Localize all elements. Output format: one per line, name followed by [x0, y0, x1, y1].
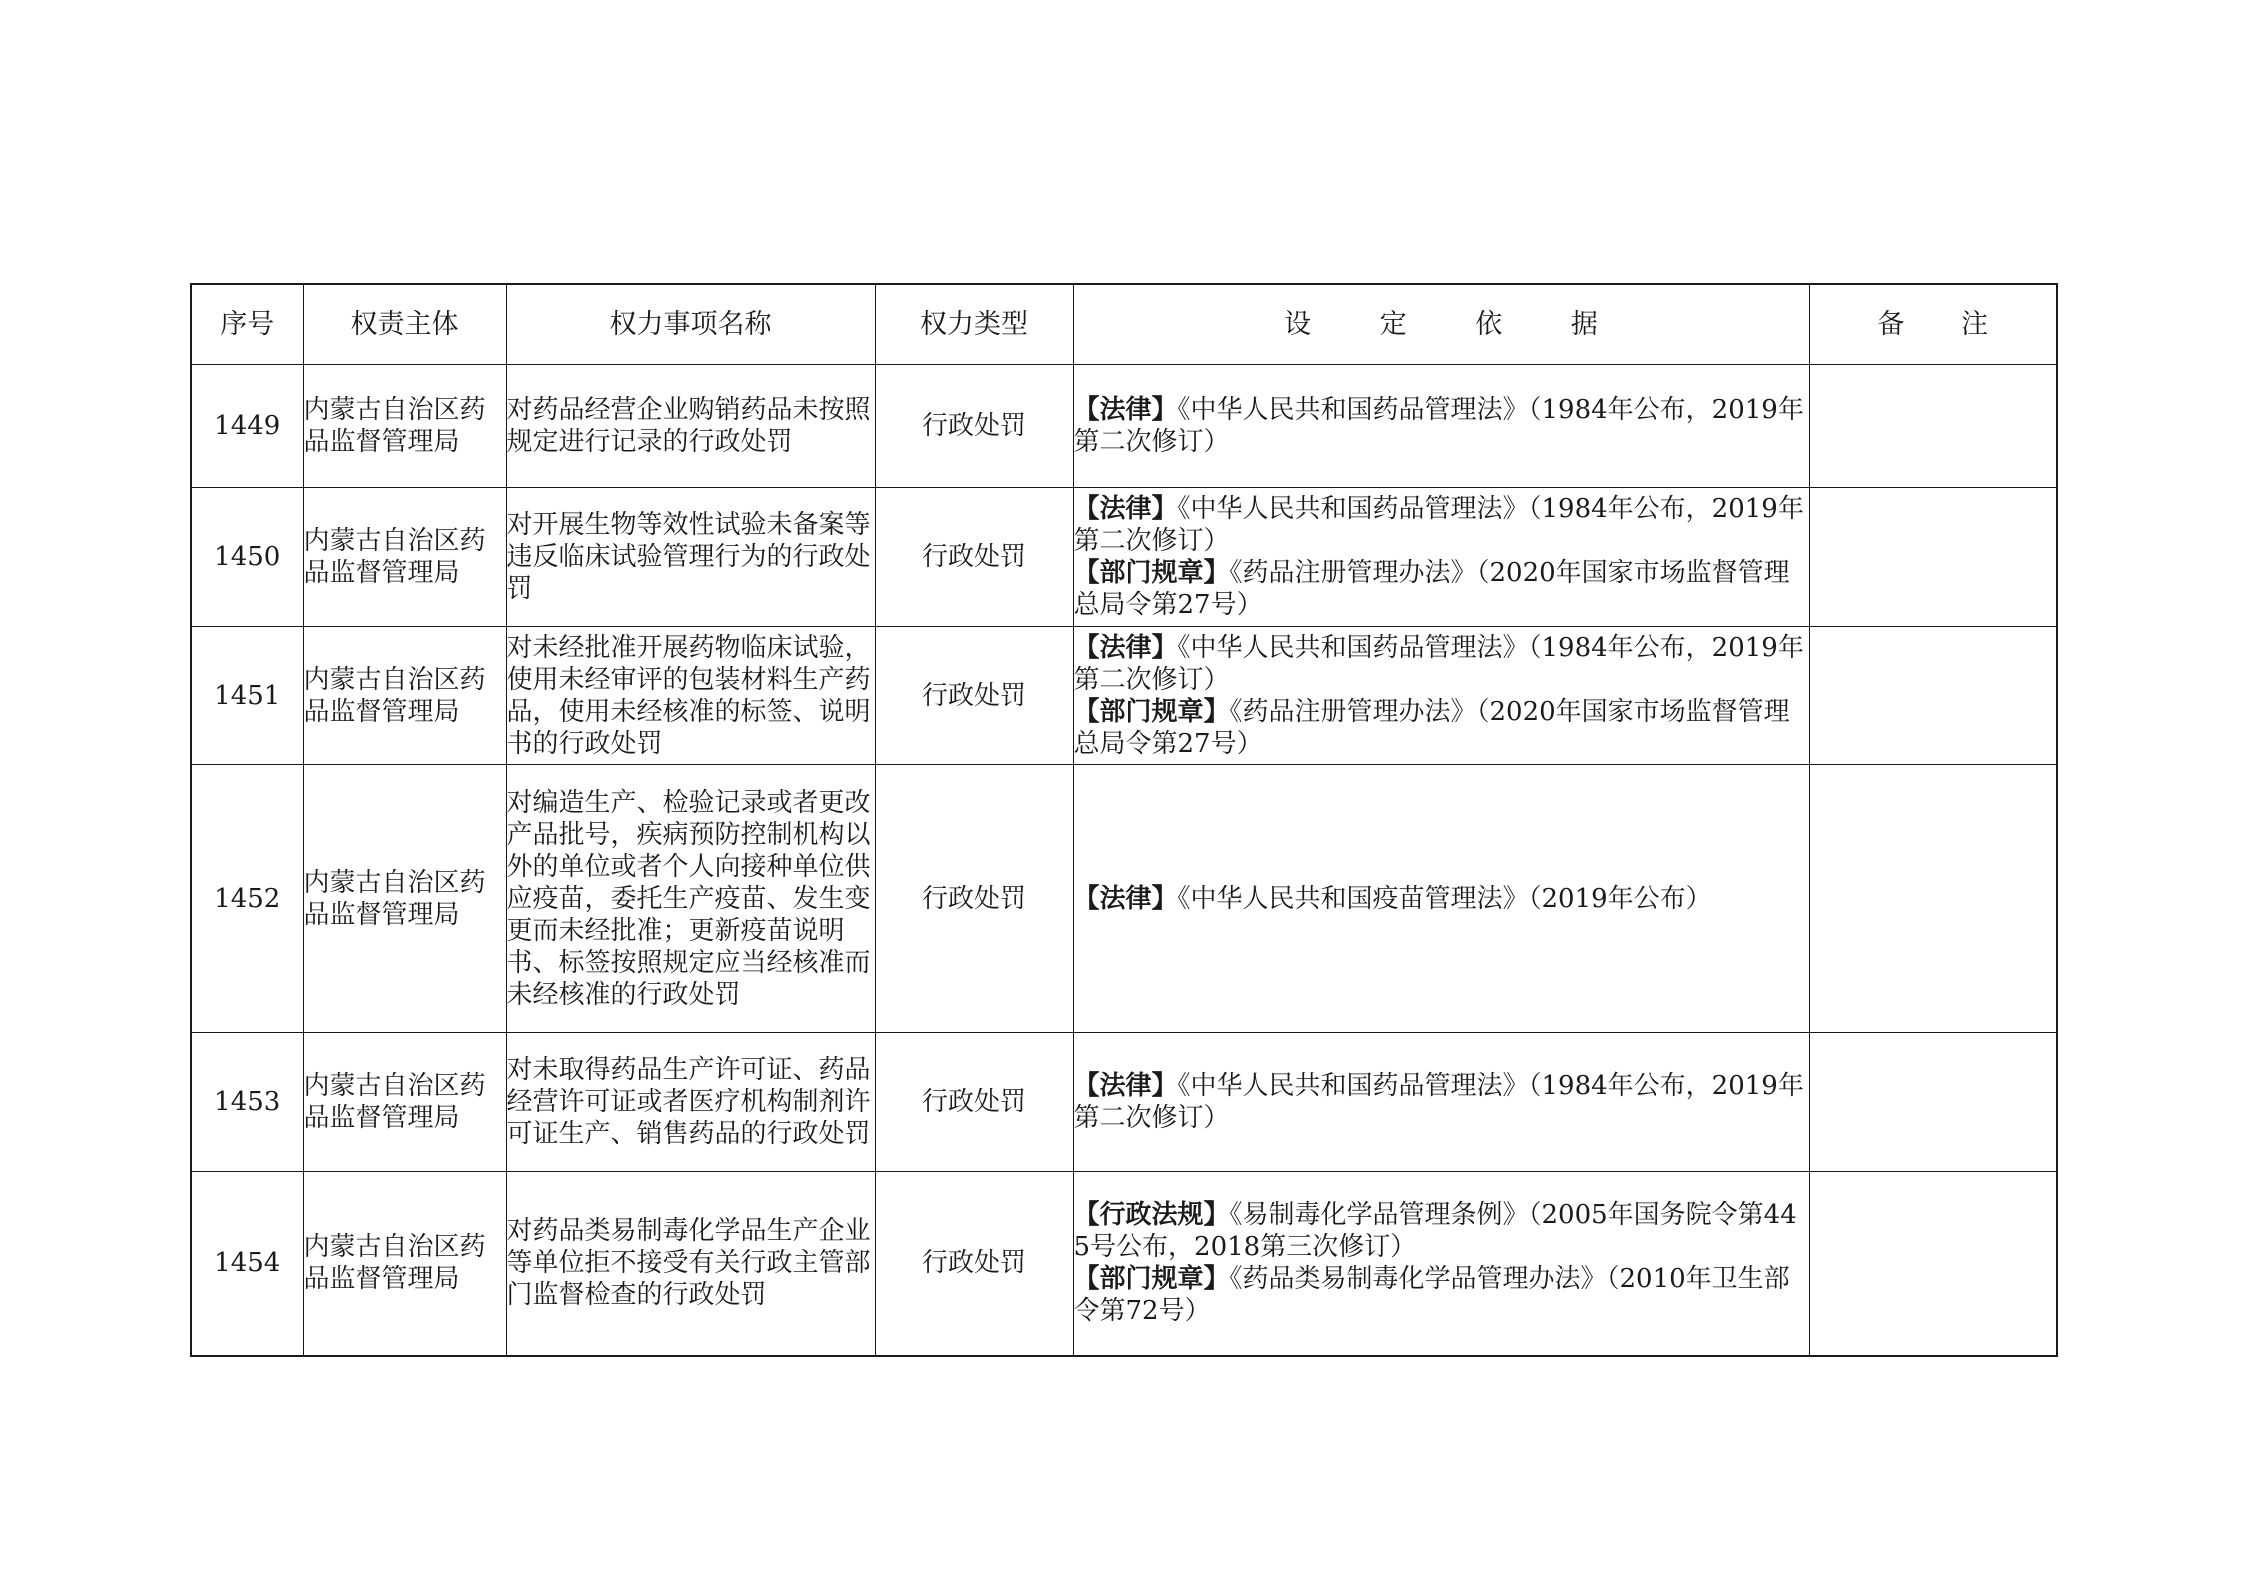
- basis-line: [1074, 1263, 1809, 1327]
- basis-line: [1074, 1070, 1809, 1134]
- cell-type: 行政处罚: [875, 1172, 1073, 1356]
- cell-subject: 内蒙古自治区药品监督管理局: [303, 627, 506, 765]
- basis-tag: 【部门规章】: [1073, 558, 1230, 588]
- cell-subject: 内蒙古自治区药品监督管理局: [303, 1172, 506, 1356]
- basis-tag: 【法律】: [1073, 494, 1178, 524]
- cell-type: 行政处罚: [875, 627, 1073, 765]
- basis-tag: 【法律】: [1073, 632, 1178, 663]
- cell-name: 对未取得药品生产许可证、药品经营许可证或者医疗机构制剂许可证生产、销售药品的行政处罚: [506, 1033, 875, 1172]
- basis-text: 《中华人民共和国药品管理法》（1984年公布，2019年第二次修订）: [1073, 395, 1804, 457]
- table-header-row: [191, 284, 2057, 365]
- cell-basis: [1073, 1033, 1809, 1172]
- header-name: 权力事项名称: [506, 284, 875, 365]
- table-row: [191, 627, 2057, 765]
- cell-name: 对药品经营企业购销药品未按照规定进行记录的行政处罚: [506, 365, 875, 488]
- table-row: [191, 1172, 2057, 1356]
- header-remark: 备 注: [1809, 284, 2057, 365]
- cell-name: 对编造生产、检验记录或者更改产品批号，疾病预防控制机构以外的单位或者个人向接种单位供应疫苗，委托生产疫苗、发生变更而未经批准；更新疫苗说明书、标签按照规定应当经核准而未经核准的行政处罚: [506, 765, 875, 1033]
- cell-type: 行政处罚: [875, 488, 1073, 627]
- basis-line: [1074, 394, 1809, 458]
- cell-seq: 1449: [191, 365, 303, 488]
- table-body: [191, 365, 2057, 1356]
- power-list-table: [190, 283, 2058, 1357]
- basis-text: 《中华人民共和国疫苗管理法》（2019年公布）: [1177, 883, 1712, 914]
- cell-basis: [1073, 1172, 1809, 1356]
- basis-tag: 【行政法规】: [1073, 1200, 1230, 1231]
- cell-basis: [1073, 365, 1809, 488]
- cell-remark: [1809, 488, 2057, 627]
- basis-tag: 【法律】: [1073, 883, 1178, 914]
- cell-subject: 内蒙古自治区药品监督管理局: [303, 1033, 506, 1172]
- basis-text: 《中华人民共和国药品管理法》（1984年公布，2019年第二次修订）: [1073, 494, 1804, 556]
- table-row: [191, 765, 2057, 1033]
- basis-line: [1074, 696, 1809, 760]
- cell-seq: 1453: [191, 1033, 303, 1172]
- basis-line: [1074, 632, 1809, 696]
- cell-basis: [1073, 765, 1809, 1033]
- cell-name: 对药品类易制毒化学品生产企业等单位拒不接受有关行政主管部门监督检查的行政处罚: [506, 1172, 875, 1356]
- cell-remark: [1809, 1172, 2057, 1356]
- cell-remark: [1809, 627, 2057, 765]
- cell-remark: [1809, 765, 2057, 1033]
- basis-text: 《药品类易制毒化学品管理办法》（2010年卫生部令第72号）: [1073, 1264, 1790, 1327]
- cell-subject: 内蒙古自治区药品监督管理局: [303, 765, 506, 1033]
- cell-type: 行政处罚: [875, 365, 1073, 488]
- cell-seq: 1454: [191, 1172, 303, 1356]
- basis-text: 《中华人民共和国药品管理法》（1984年公布，2019年第二次修订）: [1073, 632, 1804, 695]
- cell-subject: 内蒙古自治区药品监督管理局: [303, 488, 506, 627]
- header-type: 权力类型: [875, 284, 1073, 365]
- basis-line: [1074, 883, 1809, 915]
- header-seq: 序号: [191, 284, 303, 365]
- header-basis: 设 定 依 据: [1073, 284, 1809, 365]
- cell-remark: [1809, 365, 2057, 488]
- basis-line: [1074, 493, 1809, 557]
- cell-remark: [1809, 1033, 2057, 1172]
- cell-basis: [1073, 488, 1809, 627]
- basis-text: 《药品注册管理办法》（2020年国家市场监督管理总局令第27号）: [1073, 696, 1790, 759]
- basis-line: [1074, 557, 1809, 621]
- cell-seq: 1452: [191, 765, 303, 1033]
- cell-type: 行政处罚: [875, 765, 1073, 1033]
- cell-subject: 内蒙古自治区药品监督管理局: [303, 365, 506, 488]
- table-row: [191, 365, 2057, 488]
- cell-name: 对开展生物等效性试验未备案等违反临床试验管理行为的行政处罚: [506, 488, 875, 627]
- cell-name: 对未经批准开展药物临床试验，使用未经审评的包装材料生产药品，使用未经核准的标签、说明书的行政处罚: [506, 627, 875, 765]
- cell-type: 行政处罚: [875, 1033, 1073, 1172]
- table-row: [191, 1033, 2057, 1172]
- basis-tag: 【部门规章】: [1073, 696, 1230, 727]
- cell-seq: 1450: [191, 488, 303, 627]
- basis-text: 《易制毒化学品管理条例》（2005年国务院令第445号公布，2018第三次修订）: [1073, 1200, 1797, 1263]
- basis-tag: 【法律】: [1073, 1071, 1178, 1101]
- basis-tag: 【部门规章】: [1073, 1264, 1230, 1295]
- cell-seq: 1451: [191, 627, 303, 765]
- basis-text: 《药品注册管理办法》（2020年国家市场监督管理总局令第27号）: [1073, 558, 1790, 620]
- header-subject: 权责主体: [303, 284, 506, 365]
- basis-line: [1074, 1199, 1809, 1263]
- basis-text: 《中华人民共和国药品管理法》（1984年公布，2019年第二次修订）: [1073, 1071, 1804, 1133]
- basis-tag: 【法律】: [1073, 395, 1178, 425]
- table-row: [191, 488, 2057, 627]
- cell-basis: [1073, 627, 1809, 765]
